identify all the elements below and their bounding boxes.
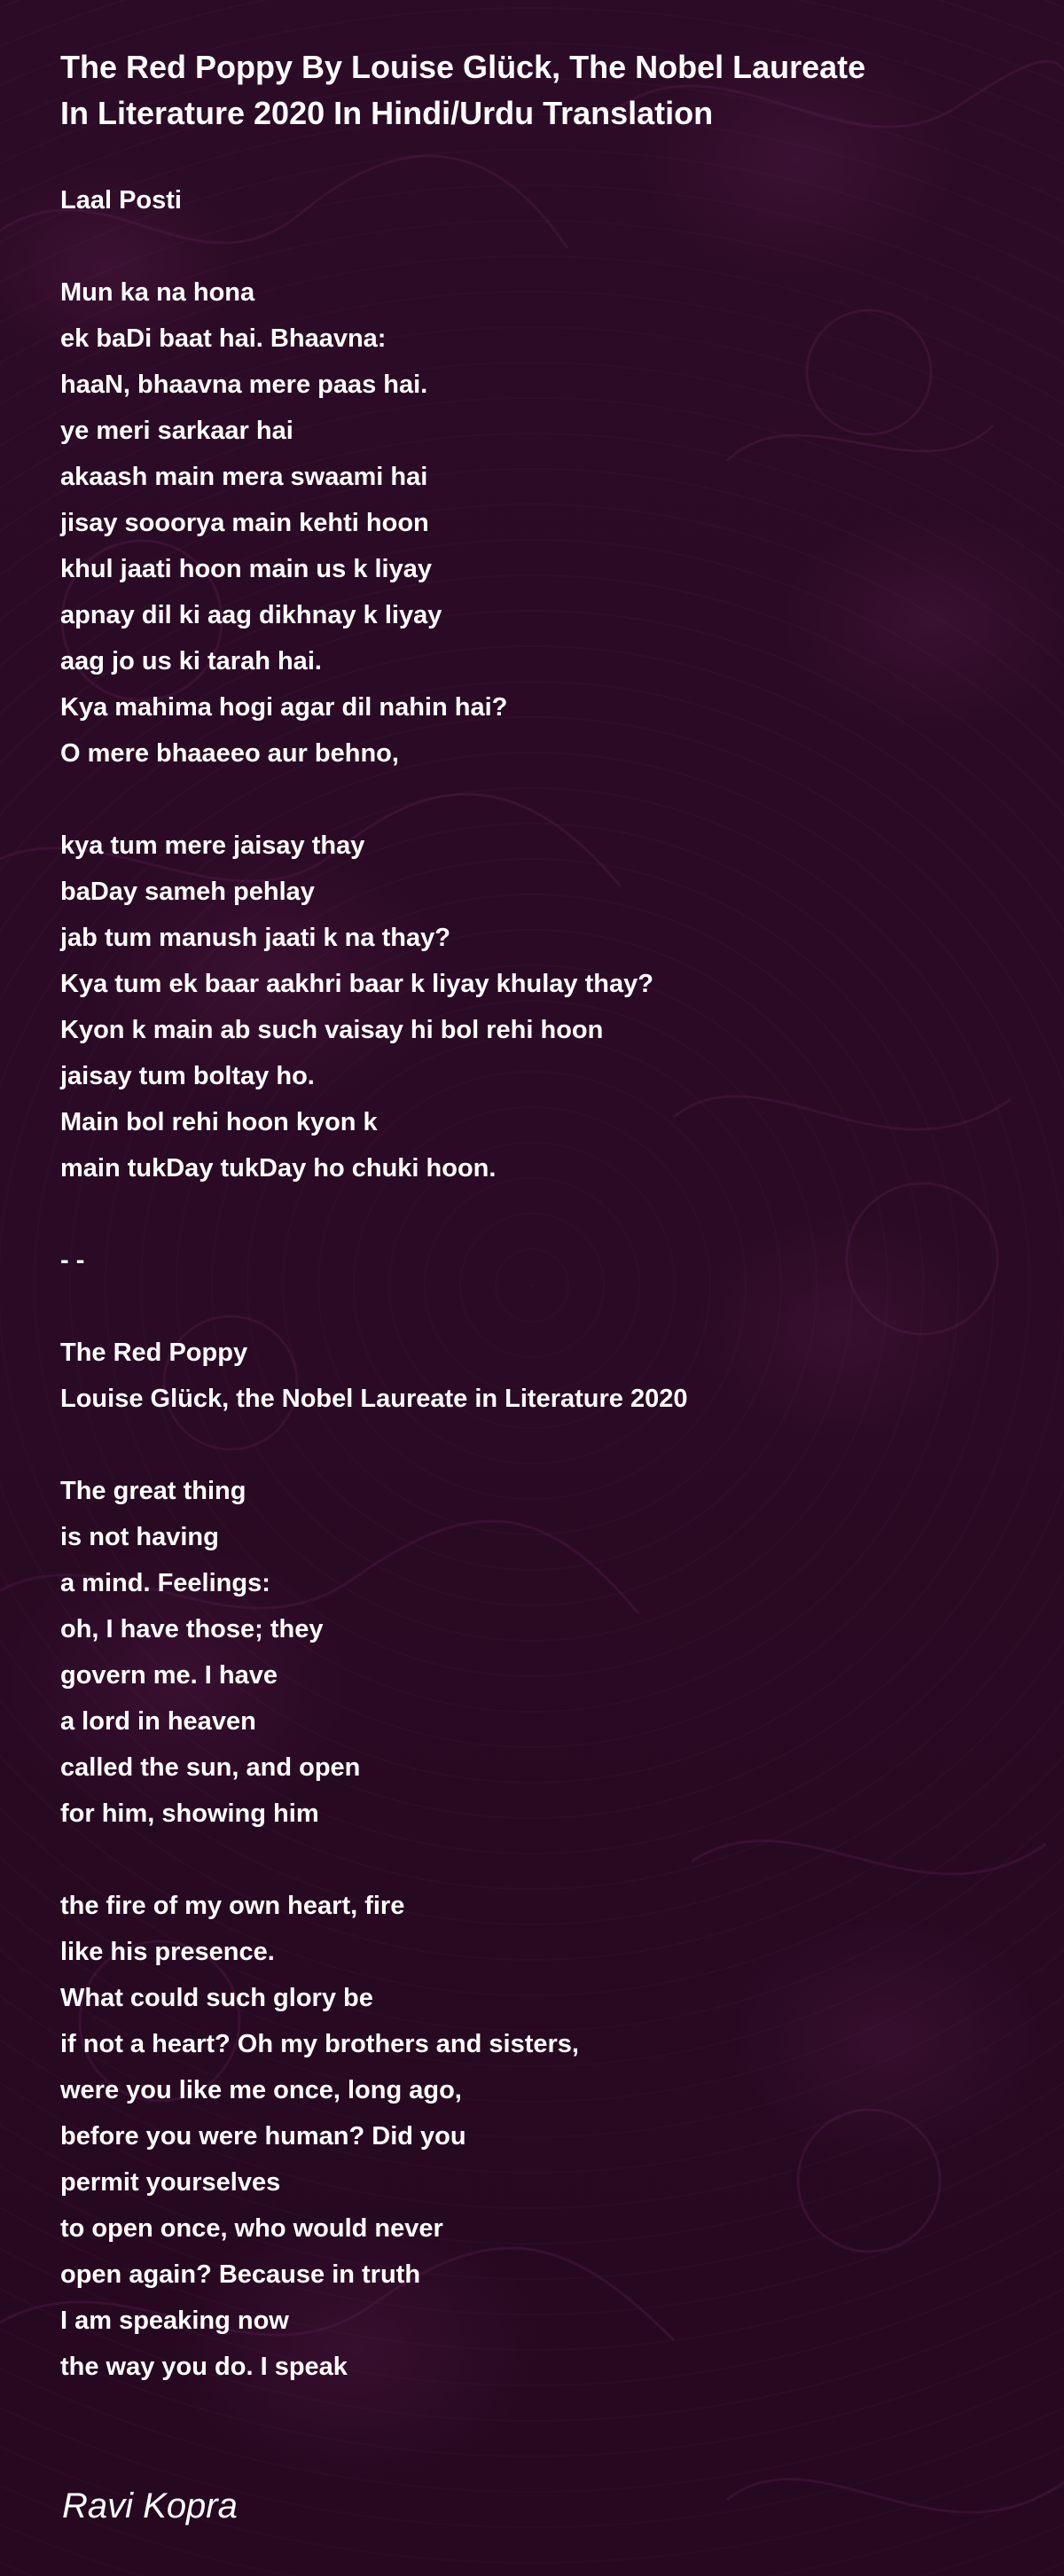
poem-line: Louise Glück, the Nobel Laureate in Literature 2020	[60, 1385, 688, 1413]
page-title	[60, 44, 1036, 137]
poem-card	[60, 44, 1036, 2390]
poem-line: What could such glory be	[60, 1984, 373, 2012]
poem-line: Kyon k main ab such vaisay hi bol rehi hoon	[60, 1016, 604, 1044]
poem-line: a mind. Feelings:	[60, 1569, 270, 1597]
poem-line: called the sun, and open	[60, 1753, 361, 1782]
stanza-break	[60, 1837, 1036, 1883]
poem-line: before you were human? Did you	[60, 2122, 466, 2151]
poem-line: open again? Because in truth	[60, 2260, 421, 2289]
poem-line: akaash main mera swaami hai	[60, 463, 428, 491]
poem-line: The great thing	[60, 1477, 246, 1505]
poem-line: govern me. I have	[60, 1661, 278, 1690]
poem-line: kya tum mere jaisay thay	[60, 831, 365, 860]
title-line: In Literature 2020 In Hindi/Urdu Translation	[60, 95, 714, 131]
poem-line: is not having	[60, 1523, 219, 1551]
stanza-break	[60, 777, 1036, 823]
poem-line: apnay dil ki aag dikhnay k liyay	[60, 601, 442, 629]
poem-line: oh, I have those; they	[60, 1615, 324, 1643]
poem-line: O mere bhaaeeo aur behno,	[60, 739, 399, 768]
stanza-break	[60, 1284, 1036, 1330]
poem-line: ye meri sarkaar hai	[60, 417, 293, 445]
poem-line: to open once, who would never	[60, 2214, 443, 2243]
title-line: The Red Poppy By Louise Glück, The Nobel Laureate	[60, 49, 866, 85]
poem-line: aag jo us ki tarah hai.	[60, 647, 322, 675]
poem-line: Laal Posti	[60, 186, 182, 215]
author-signature: Ravi Kopra	[62, 2486, 238, 2525]
poem-line: jisay sooorya main kehti hoon	[60, 509, 429, 537]
poem-line: jaisay tum boltay ho.	[60, 1062, 315, 1090]
poem-line: The Red Poppy	[60, 1339, 248, 1367]
poem-line: Main bol rehi hoon kyon k	[60, 1108, 378, 1136]
poem-line: I am speaking now	[60, 2307, 289, 2335]
poem-line: the fire of my own heart, fire	[60, 1892, 405, 1920]
poem-line: jab tum manush jaati k na thay?	[60, 924, 450, 952]
poem-line: were you like me once, long ago,	[60, 2076, 462, 2104]
poem-line: Kya mahima hogi agar dil nahin hai?	[60, 693, 508, 722]
poem-line: khul jaati hoon main us k liyay	[60, 555, 432, 583]
poem-line: ek baDi baat hai. Bhaavna:	[60, 324, 387, 353]
stanza-break	[60, 1422, 1036, 1468]
stanza-break	[60, 1191, 1036, 1237]
poem-line: the way you do. I speak	[60, 2353, 348, 2381]
poem-line: baDay sameh pehlay	[60, 878, 315, 906]
poem-line: haaN, bhaavna mere paas hai.	[60, 371, 428, 399]
poem-line: a lord in heaven	[60, 1707, 256, 1736]
poem-line: like his presence.	[60, 1938, 275, 1966]
poem-body	[60, 177, 1036, 2390]
poem-line: if not a heart? Oh my brothers and sisters,	[60, 2030, 579, 2058]
stanza-break	[60, 223, 1036, 269]
poem-line: for him, showing him	[60, 1799, 319, 1828]
poem-line: permit yourselves	[60, 2168, 281, 2197]
poem-line: - -	[60, 1246, 85, 1275]
poem-line: Mun ka na hona	[60, 278, 255, 307]
poem-line: main tukDay tukDay ho chuki hoon.	[60, 1154, 497, 1183]
poem-line: Kya tum ek baar aakhri baar k liyay khulay thay?	[60, 970, 653, 998]
